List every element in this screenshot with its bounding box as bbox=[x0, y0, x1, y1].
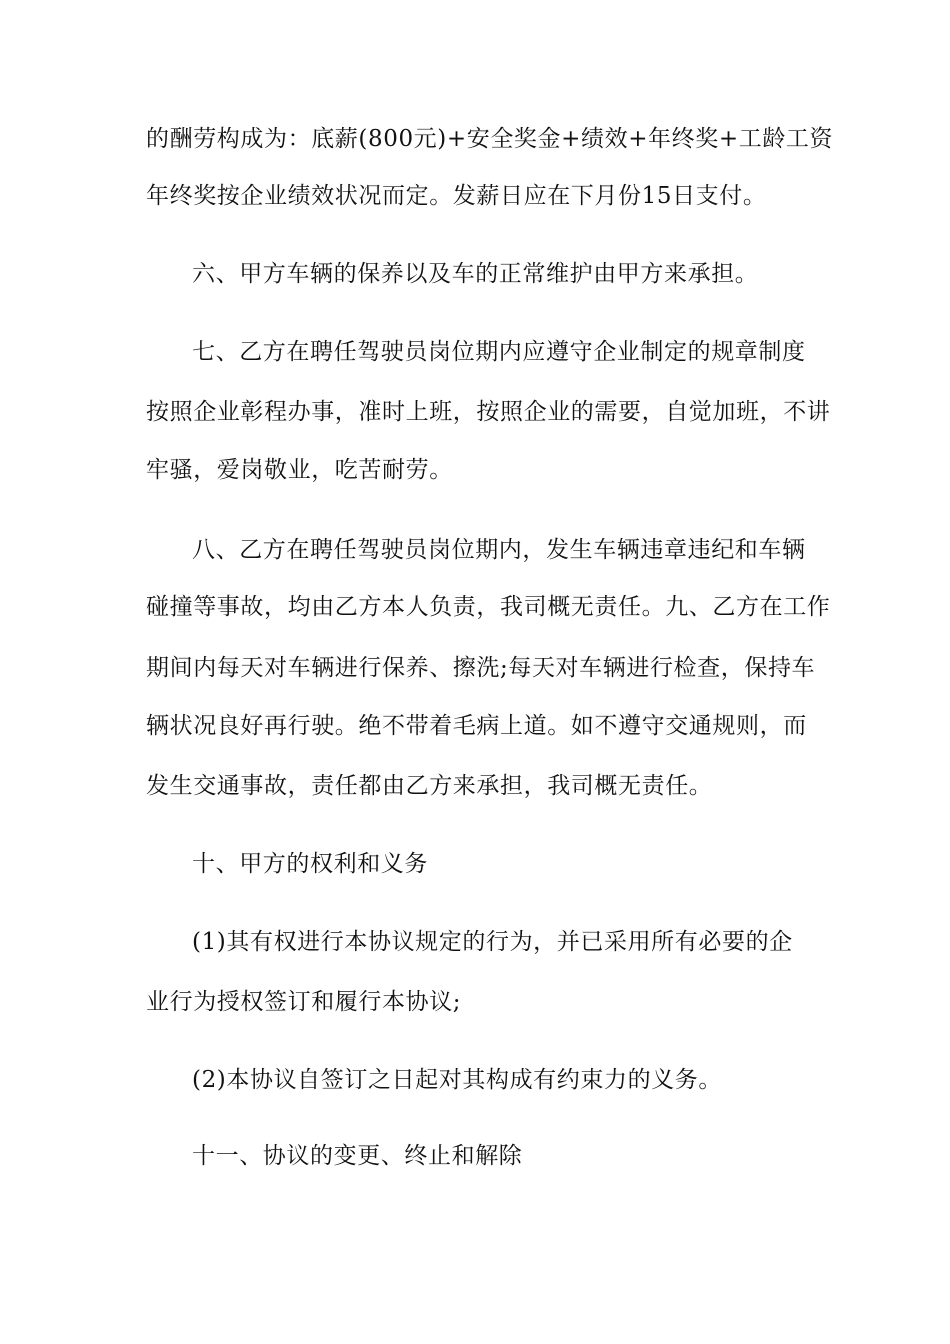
text-line: 期间内每天对车辆进行保养、擦洗;每天对车辆进行检查，保持车 bbox=[146, 655, 816, 681]
section-eleven-heading: 十一、协议的变更、终止和解除 bbox=[192, 1143, 523, 1169]
clause-2: (2)本协议自签订之日起对其构成有约束力的义务。 bbox=[192, 1067, 722, 1093]
section-six: 六、甲方车辆的保养以及车的正常维护由甲方来承担。 bbox=[192, 261, 759, 287]
section-ten-heading: 十、甲方的权利和义务 bbox=[192, 851, 428, 877]
text-line: 的酬劳构成为：底薪(800元)+安全奖金+绩效+年终奖+工龄工资 bbox=[146, 126, 834, 152]
text-line: 牢骚，爱岗敬业，吃苦耐劳。 bbox=[146, 457, 453, 483]
text-line: 辆状况良好再行驶。绝不带着毛病上道。如不遵守交通规则，而 bbox=[146, 713, 807, 739]
text-line: 业行为授权签订和履行本协议; bbox=[146, 989, 462, 1015]
text-line: 年终奖按企业绩效状况而定。发薪日应在下月份15日支付。 bbox=[146, 183, 767, 209]
clause-1: (1)其有权进行本协议规定的行为，并已采用所有必要的企 bbox=[192, 929, 793, 955]
text-line: 发生交通事故，责任都由乙方来承担，我司概无责任。 bbox=[146, 773, 713, 799]
section-eight: 八、乙方在聘任驾驶员岗位期内，发生车辆违章违纪和车辆 bbox=[192, 537, 806, 563]
section-seven: 七、乙方在聘任驾驶员岗位期内应遵守企业制定的规章制度 bbox=[192, 339, 806, 365]
text-line: 按照企业彰程办事，准时上班，按照企业的需要，自觉加班，不讲 bbox=[146, 399, 831, 425]
text-line: 碰撞等事故，均由乙方本人负责，我司概无责任。九、乙方在工作 bbox=[146, 594, 831, 620]
